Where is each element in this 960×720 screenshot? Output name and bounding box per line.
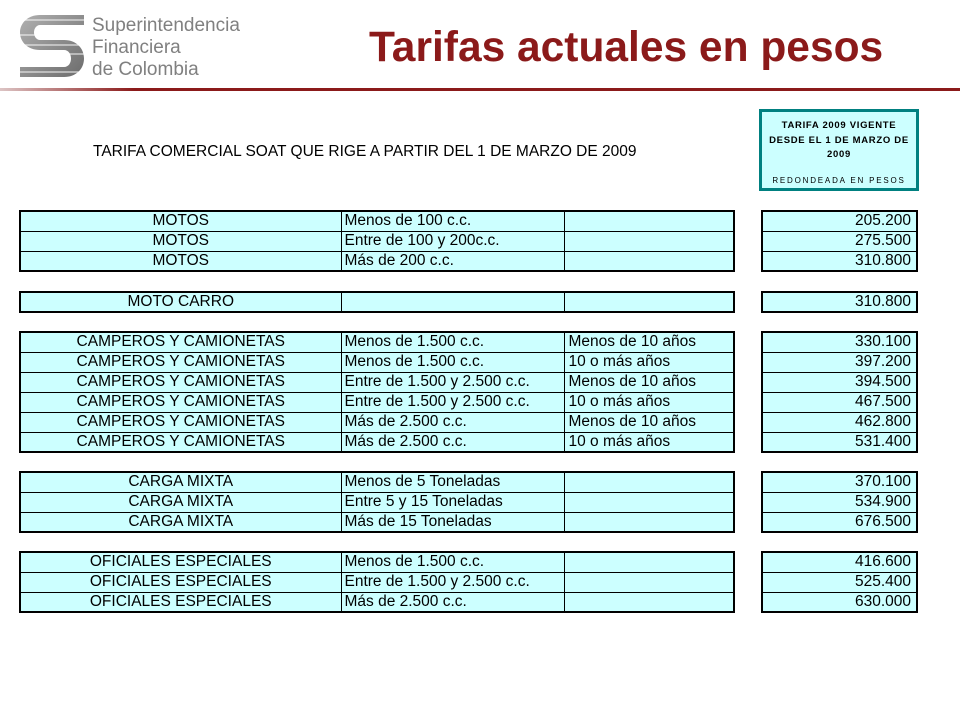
tariff-values-table xyxy=(761,210,918,272)
table-row xyxy=(20,211,734,231)
tariff-value-cell: 630.000 xyxy=(762,592,917,612)
tariff-value-cell: 525.400 xyxy=(762,572,917,592)
vehicle-age-cell: Menos de 10 años xyxy=(564,412,734,432)
vehicle-age-cell xyxy=(564,251,734,271)
table-row xyxy=(20,412,734,432)
logo-line: Financiera xyxy=(92,37,181,58)
vehicle-age-cell xyxy=(564,472,734,492)
engine-capacity-cell: Entre de 1.500 y 2.500 c.c. xyxy=(341,372,564,392)
table-row xyxy=(20,432,734,452)
vehicle-age-cell xyxy=(564,231,734,251)
vehicle-age-cell: Menos de 10 años xyxy=(564,332,734,352)
table-row xyxy=(762,572,917,592)
engine-capacity-cell: Entre de 1.500 y 2.500 c.c. xyxy=(341,572,564,592)
vehicle-age-cell xyxy=(564,211,734,231)
tariff-value-cell: 534.900 xyxy=(762,492,917,512)
tariff-value-cell: 676.500 xyxy=(762,512,917,532)
table-row xyxy=(20,392,734,412)
engine-capacity-cell: Menos de 1.500 c.c. xyxy=(341,552,564,572)
table-row xyxy=(20,332,734,352)
engine-capacity-cell xyxy=(341,292,564,312)
vehicle-age-cell: Menos de 10 años xyxy=(564,372,734,392)
vehicle-class-cell: CAMPEROS Y CAMIONETAS xyxy=(20,392,341,412)
engine-capacity-cell: Entre de 1.500 y 2.500 c.c. xyxy=(341,392,564,412)
vehicle-class-cell: MOTOS xyxy=(20,231,341,251)
tariff-values-table xyxy=(761,291,918,313)
tariff-box-line: DESDE EL 1 DE MARZO DE xyxy=(769,134,909,146)
tariff-value-cell: 531.400 xyxy=(762,432,917,452)
superintendencia-s-logo-icon xyxy=(18,13,86,79)
vehicle-age-cell: 10 o más años xyxy=(564,352,734,372)
engine-capacity-cell: Más de 2.500 c.c. xyxy=(341,592,564,612)
table-row xyxy=(762,412,917,432)
vehicle-class-cell: CAMPEROS Y CAMIONETAS xyxy=(20,432,341,452)
header-divider xyxy=(0,88,960,91)
table-row xyxy=(20,292,734,312)
table-row xyxy=(20,492,734,512)
table-row xyxy=(20,472,734,492)
table-row xyxy=(762,352,917,372)
tariff-value-cell: 394.500 xyxy=(762,372,917,392)
vehicle-age-cell xyxy=(564,512,734,532)
tariff-box-line: TARIFA 2009 VIGENTE xyxy=(781,120,897,131)
vehicle-class-cell: OFICIALES ESPECIALES xyxy=(20,592,341,612)
engine-capacity-cell: Entre de 100 y 200c.c. xyxy=(341,231,564,251)
vehicle-specs-table xyxy=(19,551,735,613)
tariff-values-table xyxy=(761,331,918,453)
page-title: Tarifas actuales en pesos xyxy=(369,24,884,71)
vehicle-class-cell: OFICIALES ESPECIALES xyxy=(20,572,341,592)
tariff-value-cell: 310.800 xyxy=(762,292,917,312)
table-row xyxy=(20,251,734,271)
tariff-box-line: 2009 xyxy=(827,149,851,160)
vehicle-age-cell xyxy=(564,572,734,592)
table-row xyxy=(20,552,734,572)
tariff-value-cell: 275.500 xyxy=(762,231,917,251)
tariff-values-table xyxy=(761,471,918,533)
table-row xyxy=(762,472,917,492)
table-row xyxy=(762,432,917,452)
table-row xyxy=(762,231,917,251)
engine-capacity-cell: Menos de 5 Toneladas xyxy=(341,472,564,492)
tariff-value-cell: 310.800 xyxy=(762,251,917,271)
engine-capacity-cell: Más de 2.500 c.c. xyxy=(341,432,564,452)
tariff-box-note: REDONDEADA EN PESOS xyxy=(772,176,906,185)
table-row xyxy=(20,592,734,612)
logo-line: Superintendencia xyxy=(92,15,240,36)
engine-capacity-cell: Más de 2.500 c.c. xyxy=(341,412,564,432)
table-row xyxy=(20,572,734,592)
vehicle-class-cell: CAMPEROS Y CAMIONETAS xyxy=(20,372,341,392)
table-row xyxy=(762,512,917,532)
vehicle-specs-table xyxy=(19,331,735,453)
vehicle-age-cell: 10 o más años xyxy=(564,392,734,412)
vehicle-class-cell: CARGA MIXTA xyxy=(20,512,341,532)
table-row xyxy=(20,352,734,372)
table-row xyxy=(20,372,734,392)
tariff-header-box xyxy=(759,109,919,191)
vehicle-class-cell: CARGA MIXTA xyxy=(20,492,341,512)
table-row xyxy=(762,211,917,231)
table-row xyxy=(762,251,917,271)
vehicle-class-cell: OFICIALES ESPECIALES xyxy=(20,552,341,572)
vehicle-class-cell: CAMPEROS Y CAMIONETAS xyxy=(20,352,341,372)
vehicle-age-cell: 10 o más años xyxy=(564,432,734,452)
vehicle-age-cell xyxy=(564,592,734,612)
vehicle-specs-table xyxy=(19,210,735,272)
table-row xyxy=(762,392,917,412)
vehicle-class-cell: CAMPEROS Y CAMIONETAS xyxy=(20,412,341,432)
tariff-value-cell: 205.200 xyxy=(762,211,917,231)
vehicle-class-cell: MOTOS xyxy=(20,211,341,231)
tariff-value-cell: 462.800 xyxy=(762,412,917,432)
table-row xyxy=(762,592,917,612)
tariff-value-cell: 416.600 xyxy=(762,552,917,572)
vehicle-class-cell: CARGA MIXTA xyxy=(20,472,341,492)
vehicle-class-cell: MOTOS xyxy=(20,251,341,271)
table-row xyxy=(762,372,917,392)
table-row xyxy=(762,292,917,312)
table-caption: TARIFA COMERCIAL SOAT QUE RIGE A PARTIR DEL 1 DE MARZO DE 2009 xyxy=(93,143,637,160)
logo-line: de Colombia xyxy=(92,59,199,80)
engine-capacity-cell: Menos de 1.500 c.c. xyxy=(341,332,564,352)
vehicle-age-cell xyxy=(564,492,734,512)
table-row xyxy=(762,552,917,572)
table-row xyxy=(762,492,917,512)
vehicle-class-cell: CAMPEROS Y CAMIONETAS xyxy=(20,332,341,352)
table-row xyxy=(762,332,917,352)
vehicle-specs-table xyxy=(19,291,735,313)
tariff-value-cell: 467.500 xyxy=(762,392,917,412)
table-row xyxy=(20,231,734,251)
vehicle-age-cell xyxy=(564,292,734,312)
table-row xyxy=(20,512,734,532)
vehicle-specs-table xyxy=(19,471,735,533)
tariff-value-cell: 370.100 xyxy=(762,472,917,492)
tariff-value-cell: 330.100 xyxy=(762,332,917,352)
engine-capacity-cell: Más de 200 c.c. xyxy=(341,251,564,271)
logo-wordmark xyxy=(92,15,240,81)
vehicle-class-cell: MOTO CARRO xyxy=(20,292,341,312)
tariff-values-table xyxy=(761,551,918,613)
engine-capacity-cell: Menos de 1.500 c.c. xyxy=(341,352,564,372)
engine-capacity-cell: Más de 15 Toneladas xyxy=(341,512,564,532)
engine-capacity-cell: Entre 5 y 15 Toneladas xyxy=(341,492,564,512)
engine-capacity-cell: Menos de 100 c.c. xyxy=(341,211,564,231)
tariff-value-cell: 397.200 xyxy=(762,352,917,372)
vehicle-age-cell xyxy=(564,552,734,572)
